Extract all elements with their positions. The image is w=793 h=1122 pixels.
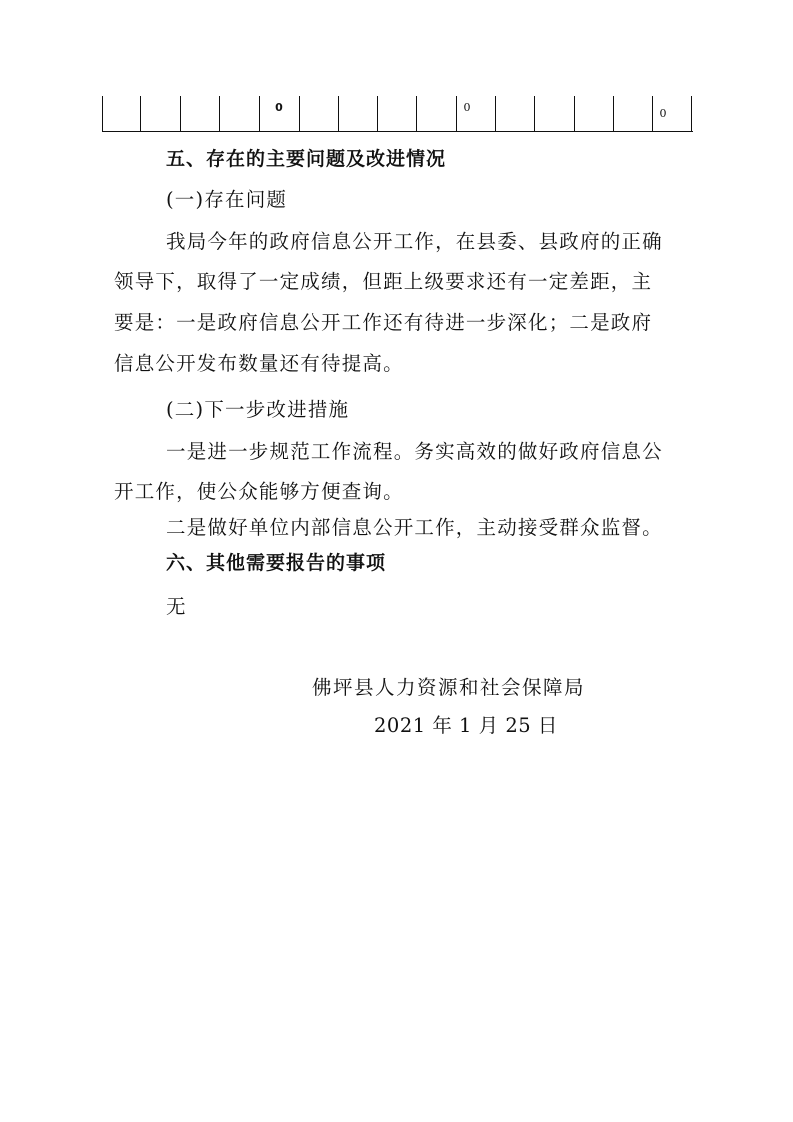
table-fragment — [102, 96, 693, 132]
signature-org: 佛坪县人力资源和社会保障局 — [312, 676, 586, 699]
signature-date: 2021 年 1 月 25 日 — [374, 714, 558, 737]
table-column-border — [219, 96, 220, 132]
table-column-border — [495, 96, 496, 132]
subsection-title-1: (一)存在问题 — [166, 188, 288, 211]
table-column-border — [377, 96, 378, 132]
table-cell-value: 0 — [275, 101, 283, 114]
paragraph-line: 二是做好单位内部信息公开工作，主动接受群众监督。 — [166, 516, 663, 539]
section-content: 无 — [166, 595, 187, 618]
paragraph-line: 信息公开发布数量还有待提高。 — [114, 352, 404, 375]
subsection-title-2: (二)下一步改进措施 — [166, 398, 350, 421]
table-column-border — [180, 96, 181, 132]
table-column-border — [259, 96, 260, 132]
table-column-border — [299, 96, 300, 132]
paragraph-line: 要是：一是政府信息公开工作还有待进一步深化；二是政府 — [114, 311, 653, 334]
table-cell-value: 0 — [659, 107, 667, 120]
paragraph-line: 一是进一步规范工作流程。务实高效的做好政府信息公 — [166, 440, 663, 463]
table-cell-value: 0 — [463, 101, 471, 114]
table-column-border — [613, 96, 614, 132]
table-column-border — [140, 96, 141, 132]
table-column-border — [416, 96, 417, 132]
section-heading-5: 五、存在的主要问题及改进情况 — [166, 148, 447, 170]
paragraph-line: 领导下，取得了一定成绩，但距上级要求还有一定差距，主 — [114, 270, 653, 293]
table-column-border — [534, 96, 535, 132]
table-column-border — [691, 96, 692, 132]
paragraph-line: 开工作，使公众能够方便查询。 — [114, 480, 404, 503]
table-column-border — [574, 96, 575, 132]
table-column-border — [338, 96, 339, 132]
paragraph-line: 我局今年的政府信息公开工作，在县委、县政府的正确 — [166, 230, 663, 253]
section-heading-6: 六、其他需要报告的事项 — [166, 552, 387, 574]
table-column-border — [102, 96, 103, 132]
